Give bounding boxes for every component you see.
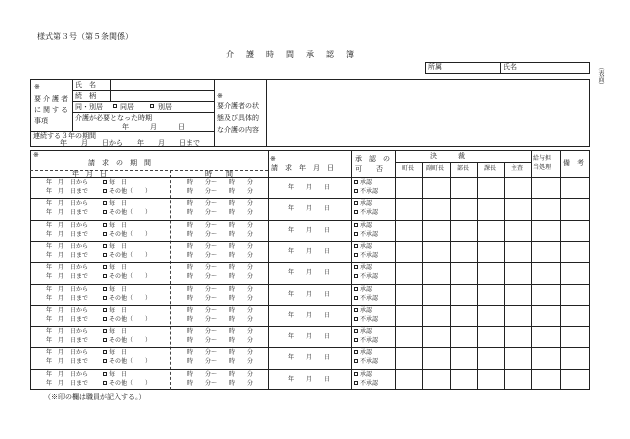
three-years-range: 年 月 日から 年 月 日まで — [60, 139, 200, 147]
row-to-date: 年 月 日まで — [46, 188, 89, 195]
mark-state: ※ — [217, 92, 223, 100]
daily-label: 毎 日 — [109, 370, 128, 378]
other-label: その他（ ） — [109, 315, 152, 323]
daily-label: 毎 日 — [109, 264, 128, 272]
other-checkbox[interactable] — [103, 253, 107, 257]
other-label: その他（ ） — [109, 230, 152, 238]
approve-checkbox[interactable] — [354, 308, 358, 312]
row-from-date: 年 月 日から — [46, 200, 89, 208]
approve-label: 承認 — [360, 370, 373, 378]
approve-label: 承認 — [360, 328, 373, 336]
disapprove-checkbox[interactable] — [354, 359, 358, 363]
row-to-date: 年 月 日まで — [46, 337, 89, 345]
approve-label: 承認 — [360, 179, 373, 186]
row-to-date: 年 月 日まで — [46, 315, 89, 323]
payroll-header-2: 当処理 — [533, 164, 552, 171]
request-ymd: 年 月 日 — [288, 333, 331, 341]
other-checkbox[interactable] — [103, 338, 107, 342]
request-date-header: 請 求 年 月 日 — [271, 164, 334, 172]
request-period-header: 請 求 の 期 間 — [88, 159, 151, 167]
relation-field-label: 続 柄 — [75, 92, 96, 100]
time-range-2: 時 分〜 時 分 — [187, 230, 254, 238]
other-label: その他（ ） — [109, 358, 152, 366]
approve-checkbox[interactable] — [354, 180, 358, 184]
approve-checkbox[interactable] — [354, 350, 358, 354]
disapprove-checkbox[interactable] — [354, 317, 358, 321]
state-label-3: な介護の内容 — [217, 126, 259, 134]
footnote: （※印の欄は職員が記入する。） — [44, 393, 146, 401]
row-to-date: 年 月 日まで — [46, 379, 89, 387]
form-number: 様式第３号（第５条関係） — [37, 32, 133, 41]
daily-label: 毎 日 — [109, 328, 128, 336]
request-ymd: 年 月 日 — [288, 184, 331, 191]
disapprove-label: 不承認 — [360, 230, 379, 238]
other-label: その他（ ） — [109, 294, 152, 302]
mark-table: ※ — [33, 151, 39, 159]
row-from-date: 年 月 日から — [46, 179, 89, 186]
remarks-header: 備 考 — [563, 159, 584, 167]
other-label: その他（ ） — [109, 209, 152, 217]
daily-checkbox[interactable] — [103, 329, 107, 333]
time-range-2: 時 分〜 時 分 — [187, 273, 254, 281]
daily-checkbox[interactable] — [103, 244, 107, 248]
disapprove-checkbox[interactable] — [354, 189, 358, 193]
name-label: 氏名 — [503, 63, 517, 71]
kessai-col-mayor: 町長 — [402, 165, 415, 172]
kessai-col-director: 部長 — [457, 165, 470, 172]
time-range-2: 時 分〜 時 分 — [187, 358, 254, 366]
time-range-1: 時 分〜 時 分 — [187, 349, 254, 357]
daily-label: 毎 日 — [109, 200, 128, 208]
disapprove-checkbox[interactable] — [354, 210, 358, 214]
side-label: （表面） — [597, 64, 604, 88]
approve-checkbox[interactable] — [354, 223, 358, 227]
approve-label: 承認 — [360, 221, 373, 229]
other-checkbox[interactable] — [103, 210, 107, 214]
time-range-1: 時 分〜 時 分 — [187, 328, 254, 336]
time-range-2: 時 分〜 時 分 — [187, 379, 254, 387]
disapprove-label: 不承認 — [360, 294, 379, 302]
disapprove-label: 不承認 — [360, 379, 379, 387]
disapprove-label: 不承認 — [360, 209, 379, 217]
approve-checkbox[interactable] — [354, 244, 358, 248]
row-to-date: 年 月 日まで — [46, 294, 89, 302]
disapprove-label: 不承認 — [360, 358, 379, 366]
row-from-date: 年 月 日から — [46, 221, 89, 229]
daily-checkbox[interactable] — [103, 287, 107, 291]
state-label-1: 要介護者の状 — [217, 102, 259, 110]
daily-label: 毎 日 — [109, 179, 128, 186]
time-range-1: 時 分〜 時 分 — [187, 264, 254, 272]
approve-label: 承認 — [360, 285, 373, 293]
kessai-col-chief: 主査 — [511, 165, 524, 172]
cohab-checkbox-1[interactable] — [113, 104, 117, 108]
other-checkbox[interactable] — [103, 317, 107, 321]
time-column-header: 時 間 — [205, 170, 233, 178]
request-ymd: 年 月 日 — [288, 375, 331, 383]
need-period-label: 介護が必要となった時期 — [75, 114, 152, 122]
care-person-label-3: 事項 — [34, 117, 48, 125]
time-range-1: 時 分〜 時 分 — [187, 200, 254, 208]
other-checkbox[interactable] — [103, 359, 107, 363]
disapprove-checkbox[interactable] — [354, 296, 358, 300]
approve-label: 承認 — [360, 264, 373, 272]
payroll-header-1: 給与担 — [533, 155, 552, 162]
row-to-date: 年 月 日まで — [46, 358, 89, 366]
kessai-col-section-chief: 課長 — [484, 165, 497, 172]
other-label: その他（ ） — [109, 379, 152, 387]
need-period-ymd: 年 月 日 — [122, 123, 185, 131]
approve-header-1: 承 認 の — [355, 155, 390, 163]
daily-label: 毎 日 — [109, 349, 128, 357]
daily-label: 毎 日 — [109, 242, 128, 250]
disapprove-label: 不承認 — [360, 337, 379, 345]
time-range-1: 時 分〜 時 分 — [187, 221, 254, 229]
other-checkbox[interactable] — [103, 274, 107, 278]
request-ymd: 年 月 日 — [288, 311, 331, 319]
other-label: その他（ ） — [109, 251, 152, 259]
approve-checkbox[interactable] — [354, 329, 358, 333]
approve-label: 承認 — [360, 242, 373, 250]
time-range-1: 時 分〜 時 分 — [187, 179, 254, 186]
request-ymd: 年 月 日 — [288, 290, 331, 298]
disapprove-label: 不承認 — [360, 188, 379, 195]
disapprove-label: 不承認 — [360, 273, 379, 281]
request-ymd: 年 月 日 — [288, 354, 331, 362]
other-checkbox[interactable] — [103, 381, 107, 385]
disapprove-checkbox[interactable] — [354, 253, 358, 257]
other-checkbox[interactable] — [103, 296, 107, 300]
approve-label: 承認 — [360, 200, 373, 208]
row-to-date: 年 月 日まで — [46, 251, 89, 259]
daily-checkbox[interactable] — [103, 223, 107, 227]
row-to-date: 年 月 日まで — [46, 273, 89, 281]
approve-label: 承認 — [360, 349, 373, 357]
time-range-2: 時 分〜 時 分 — [187, 188, 254, 195]
daily-checkbox[interactable] — [103, 372, 107, 376]
approve-header-2: 可 否 — [355, 165, 383, 173]
other-label: その他（ ） — [109, 188, 152, 195]
row-from-date: 年 月 日から — [46, 349, 89, 357]
cohabitation-label: 同・別居 — [75, 103, 103, 111]
affiliation-label: 所属 — [428, 63, 442, 71]
state-label-2: 態及び具体的 — [217, 114, 259, 122]
disapprove-checkbox[interactable] — [354, 232, 358, 236]
daily-checkbox[interactable] — [103, 350, 107, 354]
time-range-2: 時 分〜 時 分 — [187, 337, 254, 345]
kessai-header: 決 裁 — [430, 152, 465, 160]
approve-label: 承認 — [360, 306, 373, 314]
time-range-1: 時 分〜 時 分 — [187, 306, 254, 314]
disapprove-label: 不承認 — [360, 315, 379, 323]
row-to-date: 年 月 日まで — [46, 230, 89, 238]
cohab-option-2: 別居 — [158, 103, 172, 111]
cohab-checkbox-2[interactable] — [150, 104, 154, 108]
daily-label: 毎 日 — [109, 306, 128, 314]
care-person-label-2: に関する — [34, 106, 70, 114]
other-label: その他（ ） — [109, 273, 152, 281]
disapprove-checkbox[interactable] — [354, 274, 358, 278]
kessai-col-vice-mayor: 副町長 — [426, 165, 445, 172]
time-range-2: 時 分〜 時 分 — [187, 315, 254, 323]
name-field-label: 氏 名 — [75, 81, 96, 89]
time-range-2: 時 分〜 時 分 — [187, 209, 254, 217]
disapprove-checkbox[interactable] — [354, 338, 358, 342]
daily-checkbox[interactable] — [103, 265, 107, 269]
row-to-date: 年 月 日まで — [46, 209, 89, 217]
care-person-label-1: 要介護者 — [34, 95, 70, 103]
time-range-2: 時 分〜 時 分 — [187, 251, 254, 259]
row-from-date: 年 月 日から — [46, 264, 89, 272]
other-checkbox[interactable] — [103, 189, 107, 193]
row-from-date: 年 月 日から — [46, 328, 89, 336]
row-from-date: 年 月 日から — [46, 370, 89, 378]
daily-checkbox[interactable] — [103, 308, 107, 312]
cohab-option-1: 同居 — [120, 103, 134, 111]
request-ymd: 年 月 日 — [288, 269, 331, 277]
other-checkbox[interactable] — [103, 232, 107, 236]
mark-upper: ※ — [34, 83, 40, 91]
daily-checkbox[interactable] — [103, 180, 107, 184]
daily-label: 毎 日 — [109, 221, 128, 229]
time-range-1: 時 分〜 時 分 — [187, 285, 254, 293]
time-range-2: 時 分〜 時 分 — [187, 294, 254, 302]
row-from-date: 年 月 日から — [46, 306, 89, 314]
request-ymd: 年 月 日 — [288, 247, 331, 255]
row-from-date: 年 月 日から — [46, 285, 89, 293]
approve-checkbox[interactable] — [354, 372, 358, 376]
row-from-date: 年 月 日から — [46, 242, 89, 250]
three-years-label: 連続する３年の期間 — [33, 132, 96, 140]
disapprove-label: 不承認 — [360, 251, 379, 259]
time-range-1: 時 分〜 時 分 — [187, 370, 254, 378]
approve-checkbox[interactable] — [354, 201, 358, 205]
daily-checkbox[interactable] — [103, 201, 107, 205]
approve-checkbox[interactable] — [354, 265, 358, 269]
mark-request-date: ※ — [270, 155, 276, 163]
page-title: 介 護 時 間 承 認 簿 — [226, 50, 356, 59]
daily-label: 毎 日 — [109, 285, 128, 293]
disapprove-checkbox[interactable] — [354, 381, 358, 385]
date-column-header: 年 月 日 — [72, 170, 107, 178]
time-range-1: 時 分〜 時 分 — [187, 242, 254, 250]
approve-checkbox[interactable] — [354, 287, 358, 291]
other-label: その他（ ） — [109, 337, 152, 345]
request-ymd: 年 月 日 — [288, 226, 331, 234]
request-ymd: 年 月 日 — [288, 205, 331, 213]
